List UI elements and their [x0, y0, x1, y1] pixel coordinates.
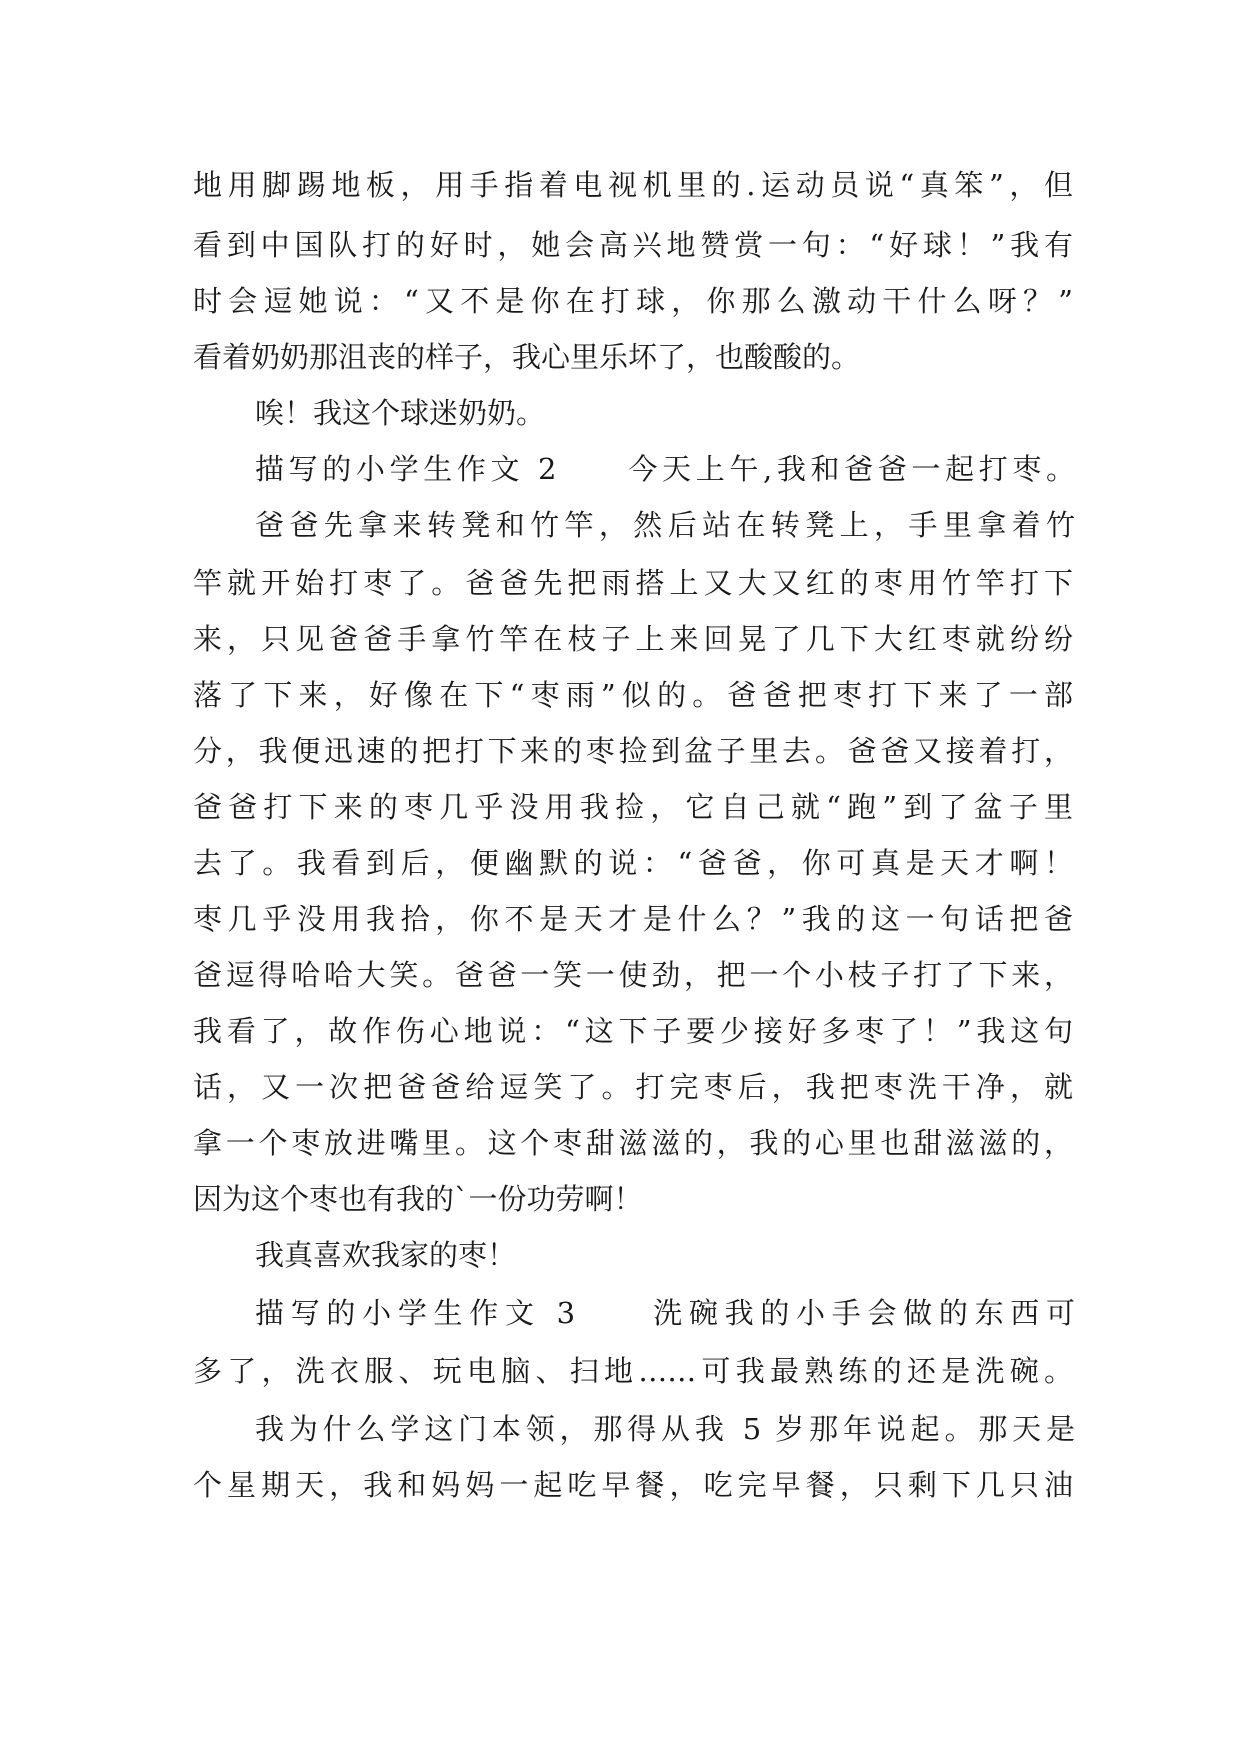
text-line: 爸爸打下来的枣几乎没用我捡，它自己就“跑”到了盆子里 [193, 790, 1073, 824]
text-line: 去了。我看到后，便幽默的说：“爸爸，你可真是天才啊！ [193, 846, 1073, 880]
text-line: 竿就开始打枣了。爸爸先把雨搭上又大又红的枣用竹竿打下 [193, 566, 1073, 600]
text-line: 多了，洗衣服、玩电脑、扫地……可我最熟练的还是洗碗。 [193, 1354, 1073, 1388]
text-line: 我为什么学这门本领，那得从我 5 岁那年说起。那天是 [255, 1412, 1075, 1446]
text-line: 看着奶奶那沮丧的样子，我心里乐坏了，也酸酸的。 [193, 340, 861, 374]
text-line: 我看了，故作伤心地说：“这下子要少接好多枣了！”我这句 [193, 1014, 1073, 1048]
essay-heading-3: 描写的小学生作文 3 洗碗我的小手会做的东西可 [255, 1296, 1075, 1330]
text-line: 枣几乎没用我拾，你不是天才是什么？”我的这一句话把爸 [193, 902, 1073, 936]
essay-heading-2: 描写的小学生作文 2 今天上午,我和爸爸一起打枣。 [255, 452, 1075, 486]
text-line: 落了下来，好像在下“枣雨”似的。爸爸把枣打下来了一部 [193, 678, 1073, 712]
text-line: 爸逗得哈哈大笑。爸爸一笑一使劲，把一个小枝子打了下来， [193, 958, 1073, 992]
text-line: 地用脚踢地板，用手指着电视机里的.运动员说“真笨”，但 [193, 168, 1073, 202]
text-line: 时会逗她说：“又不是你在打球，你那么激动干什么呀？” [193, 284, 1073, 318]
text-line: 因为这个枣也有我的`一份功劳啊！ [193, 1182, 643, 1216]
text-line: 个星期天，我和妈妈一起吃早餐，吃完早餐，只剩下几只油 [193, 1468, 1073, 1502]
text-line: 我真喜欢我家的枣！ [255, 1238, 517, 1272]
text-line: 分，我便迅速的把打下来的枣捡到盆子里去。爸爸又接着打， [193, 734, 1073, 768]
text-line: 来，只见爸爸手拿竹竿在枝子上来回晃了几下大红枣就纷纷 [193, 622, 1073, 656]
text-line: 话，又一次把爸爸给逗笑了。打完枣后，我把枣洗干净，就 [193, 1070, 1073, 1104]
text-line: 看到中国队打的好时，她会高兴地赞赏一句：“好球！”我有 [193, 228, 1073, 262]
text-line: 唉！我这个球迷奶奶。 [255, 396, 546, 430]
text-line: 爸爸先拿来转凳和竹竿，然后站在转凳上，手里拿着竹 [255, 508, 1075, 542]
text-line: 拿一个枣放进嘴里。这个枣甜滋滋的，我的心里也甜滋滋的， [193, 1126, 1073, 1160]
